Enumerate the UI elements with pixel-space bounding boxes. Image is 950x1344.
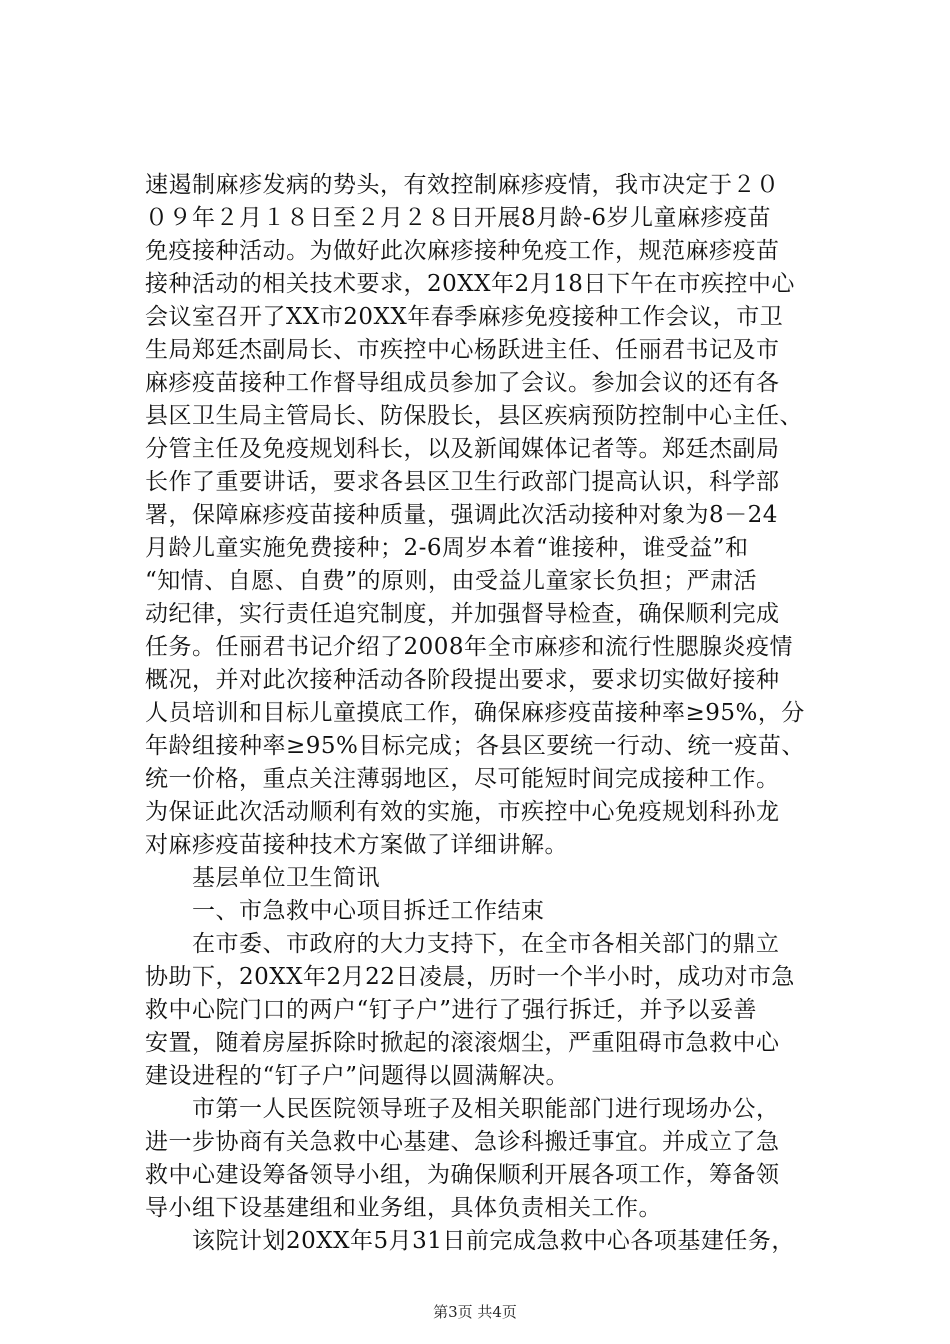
text-line: 分管主任及免疫规划科长，以及新闻媒体记者等。郑廷杰副局	[145, 436, 780, 462]
subsection-heading: 一、市急救中心项目拆迁工作结束	[145, 898, 545, 924]
text-line: 速遏制麻疹发病的势头，有效控制麻疹疫情，我市决定于２０	[145, 172, 780, 198]
text-line: 年龄组接种率≥95%目标完成；各县区要统一行动、统一疫苗、	[145, 733, 805, 759]
text-line: 救中心建设筹备领导小组，为确保顺利开展各项工作，筹备领	[145, 1162, 780, 1188]
text-line: ０９年２月１８日至２月２８日开展8月龄-6岁儿童麻疹疫苗	[145, 205, 772, 231]
section-heading: 基层单位卫生简讯	[145, 865, 380, 891]
text-line: 县区卫生局主管局长、防保股长，县区疾病预防控制中心主任、	[145, 403, 803, 429]
text-line: 署，保障麻疹疫苗接种质量，强调此次活动接种对象为8－24	[145, 502, 778, 528]
text-line: 任务。任丽君书记介绍了2008年全市麻疹和流行性腮腺炎疫情	[145, 634, 794, 660]
text-line: “知情、自愿、自费”的原则，由受益儿童家长负担；严肃活	[145, 568, 758, 594]
text-line: 该院计划20XX年5月31日前完成急救中心各项基建任务，	[145, 1228, 795, 1254]
text-line: 概况，并对此次接种活动各阶段提出要求，要求切实做好接种	[145, 667, 780, 693]
text-line: 会议室召开了XX市20XX年春季麻疹免疫接种工作会议，市卫	[145, 304, 784, 330]
text-line: 统一价格，重点关注薄弱地区，尽可能短时间完成接种工作。	[145, 766, 780, 792]
text-line: 进一步协商有关急救中心基建、急诊科搬迁事宜。并成立了急	[145, 1129, 780, 1155]
document-body	[145, 169, 825, 1258]
text-line: 生局郑廷杰副局长、市疾控中心杨跃进主任、任丽君书记及市	[145, 337, 780, 363]
text-line: 在市委、市政府的大力支持下，在全市各相关部门的鼎立	[145, 931, 780, 957]
text-line: 安置，随着房屋拆除时掀起的滚滚烟尘，严重阻碍市急救中心	[145, 1030, 780, 1056]
text-line: 免疫接种活动。为做好此次麻疹接种免疫工作，规范麻疹疫苗	[145, 238, 780, 264]
text-line: 为保证此次活动顺利有效的实施，市疾控中心免疫规划科孙龙	[145, 799, 780, 825]
text-line: 导小组下设基建组和业务组，具体负责相关工作。	[145, 1195, 662, 1221]
text-line: 协助下，20XX年2月22日凌晨，历时一个半小时，成功对市急	[145, 964, 795, 990]
text-line: 对麻疹疫苗接种技术方案做了详细讲解。	[145, 832, 568, 858]
text-line: 人员培训和目标儿童摸底工作，确保麻疹疫苗接种率≥95%，分	[145, 700, 805, 726]
text-line: 麻疹疫苗接种工作督导组成员参加了会议。参加会议的还有各	[145, 370, 780, 396]
text-line: 救中心院门口的两户“钉子户”进行了强行拆迁，并予以妥善	[145, 997, 758, 1023]
text-line: 接种活动的相关技术要求，20XX年2月18日下午在市疾控中心	[145, 271, 795, 297]
page-number: 第3页 共4页	[433, 1303, 517, 1321]
page-footer	[0, 1302, 950, 1322]
text-line: 长作了重要讲话，要求各县区卫生行政部门提高认识，科学部	[145, 469, 780, 495]
text-line: 动纪律，实行责任追究制度，并加强督导检查，确保顺利完成	[145, 601, 780, 627]
text-line: 建设进程的“钉子户”问题得以圆满解决。	[145, 1063, 570, 1089]
text-line: 市第一人民医院领导班子及相关职能部门进行现场办公，	[145, 1096, 780, 1122]
text-line: 月龄儿童实施免费接种；2-6周岁本着“谁接种，谁受益”和	[145, 535, 749, 561]
